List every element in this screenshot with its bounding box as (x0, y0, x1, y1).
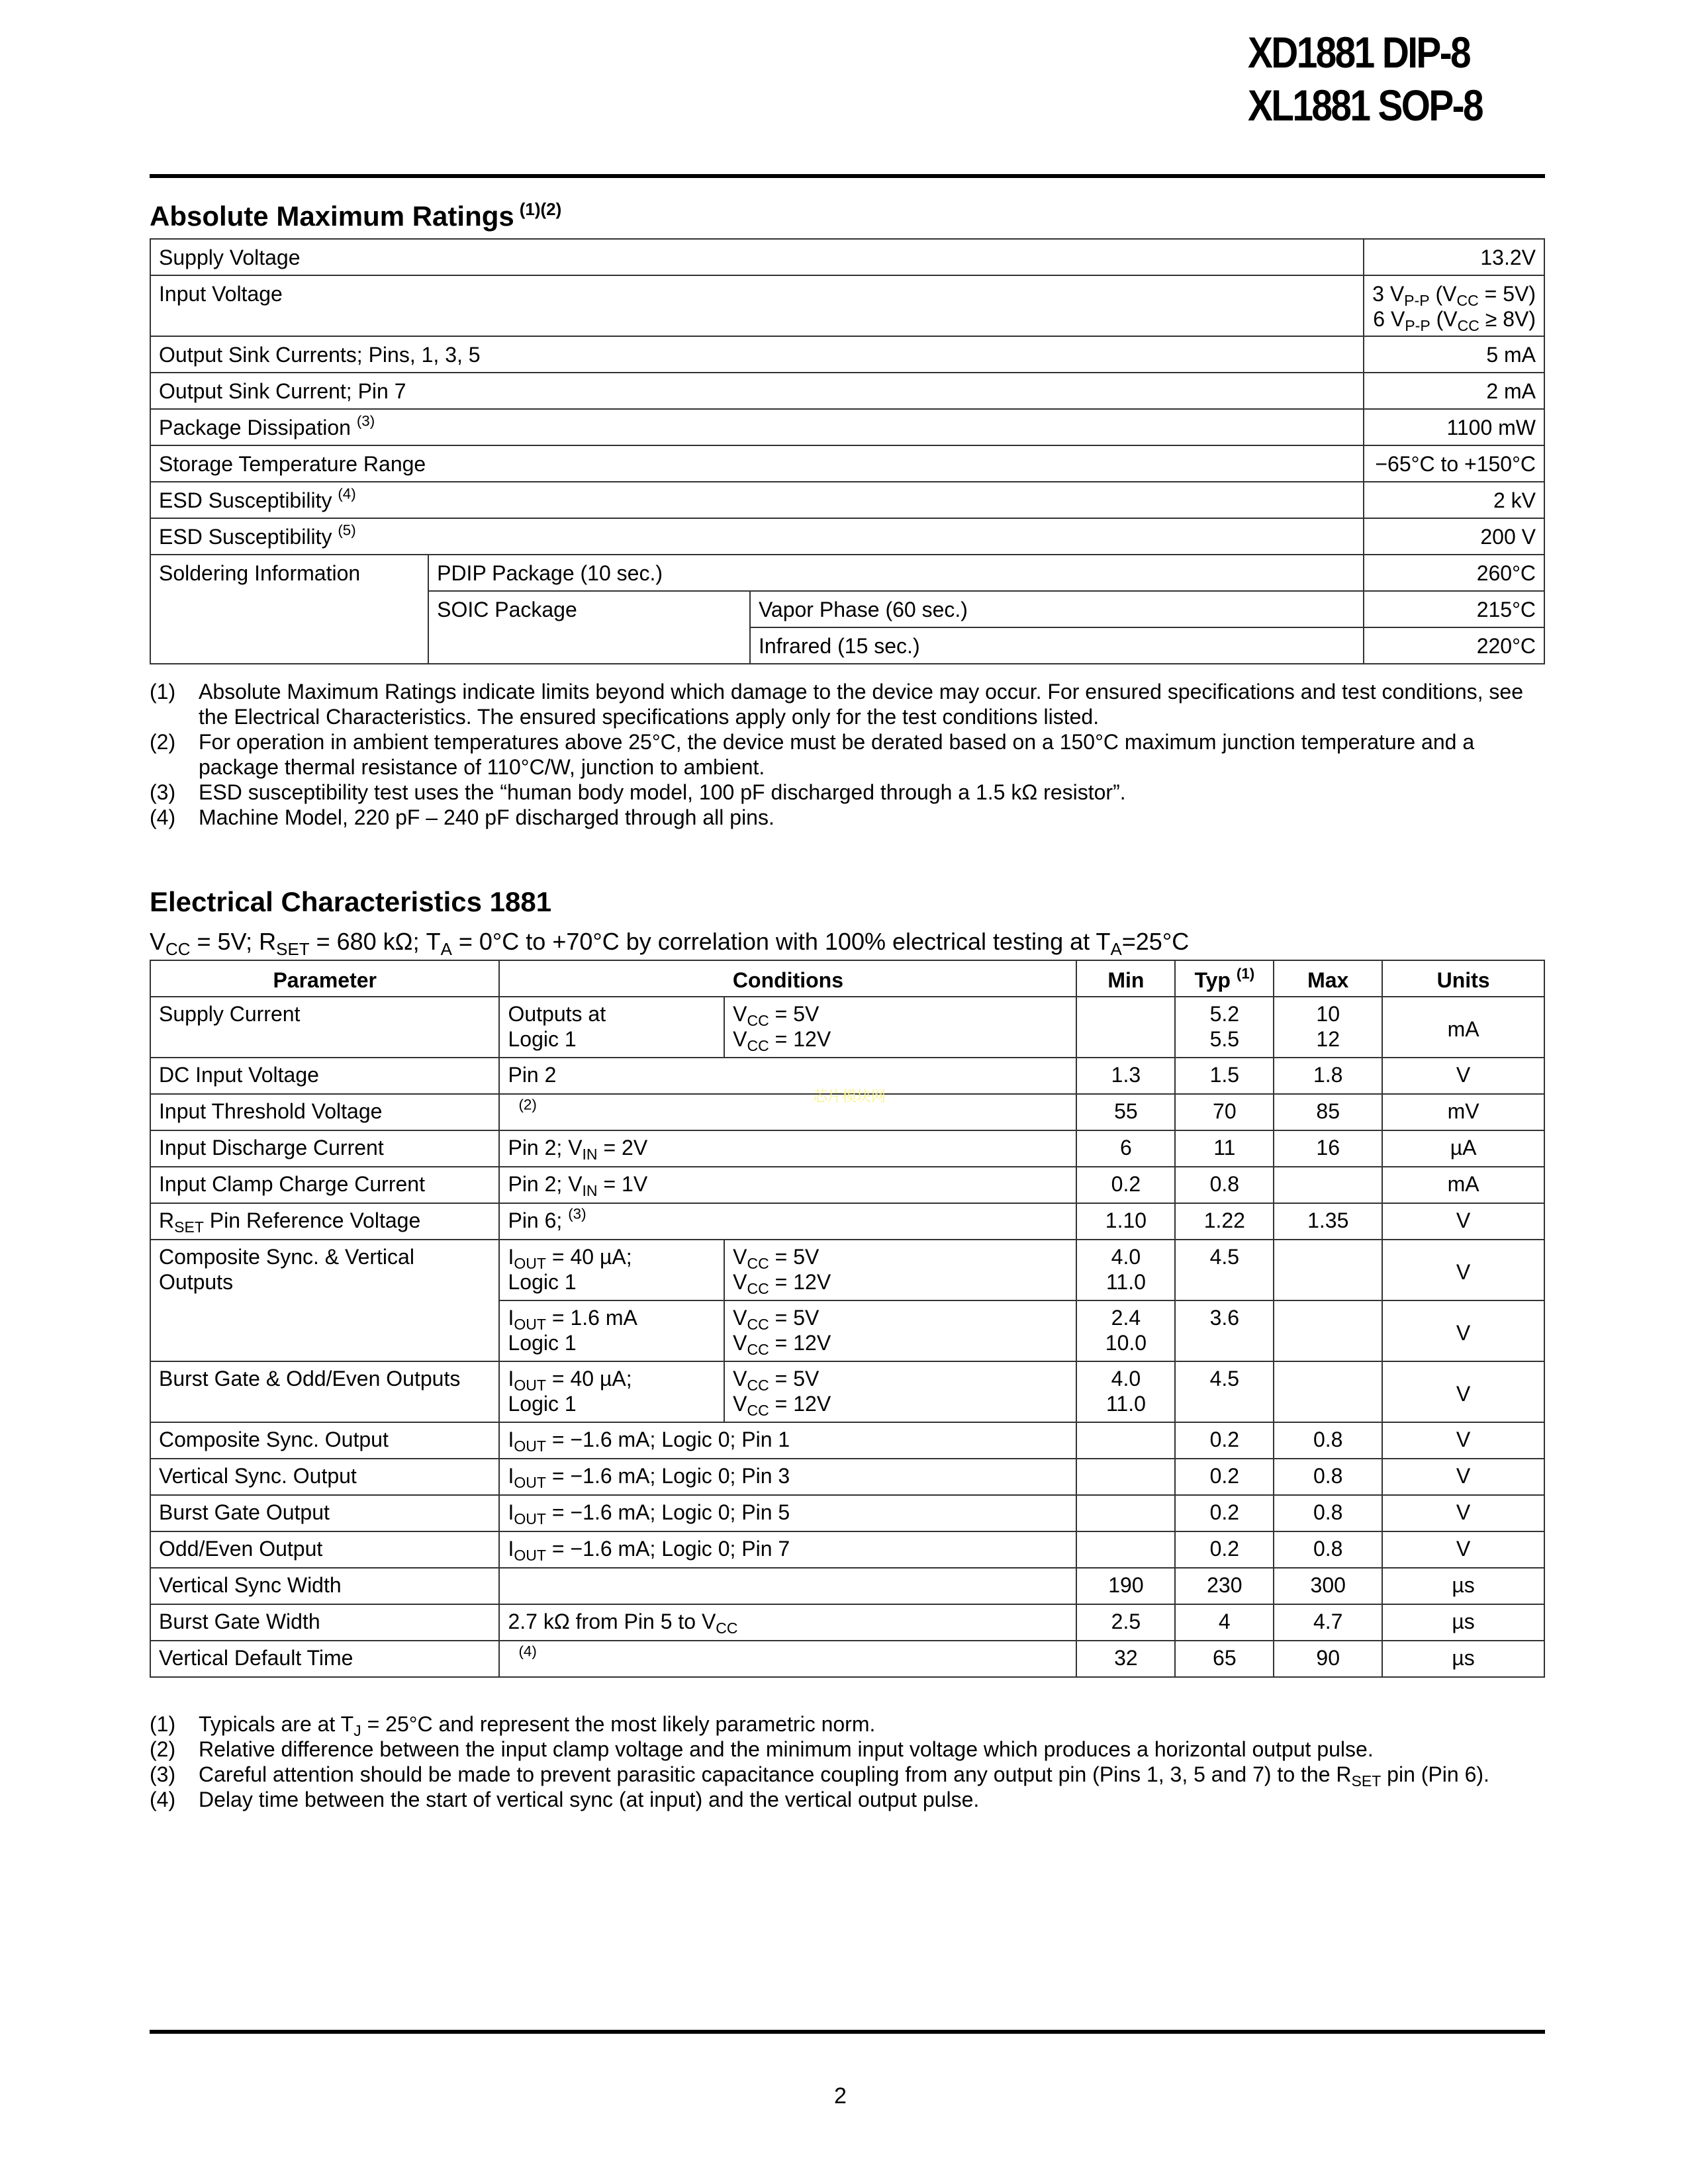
amr-title-notes: (1)(2) (519, 199, 562, 219)
max: 300 (1274, 1568, 1382, 1604)
cond: $I_{OUT} = -1.6$ mA; Logic 0; Pin 7 (499, 1531, 1076, 1568)
typ: 4.5 (1175, 1240, 1274, 1300)
min (1076, 1422, 1175, 1459)
units: V (1382, 1531, 1544, 1568)
footnote: (4) Machine Model, 220 pF – 240 pF discharged through all pins. (150, 805, 774, 829)
amr-label: ESD Susceptibility $^{(4)}$ (150, 482, 1364, 518)
soldering-label: Soldering Information (150, 555, 428, 664)
max: 0.8 (1274, 1459, 1382, 1495)
cond: $I_{OUT} = -1.6$ mA; Logic 0; Pin 1 (499, 1422, 1076, 1459)
units: mA (1382, 1167, 1544, 1203)
table-row (150, 1531, 1544, 1568)
cond-b: $V_{CC} = 5V$ $V_{CC} = 12V$ (724, 1300, 1076, 1361)
units: V (1382, 1495, 1544, 1531)
max: 0.8 (1274, 1422, 1382, 1459)
param: Odd/Even Output (150, 1531, 499, 1568)
amr-label: Input Voltage (150, 275, 1364, 336)
max: 0.8 (1274, 1531, 1382, 1568)
min: 2.4 10.0 (1076, 1300, 1175, 1361)
param: Vertical Sync Width (150, 1568, 499, 1604)
param: Supply Current (150, 997, 499, 1058)
col-parameter: Parameter (150, 960, 499, 997)
cond-a: $I_{OUT} = 1.6$ mA Logic 1 (499, 1300, 724, 1361)
part-title-dip: XD1881 DIP-8 (1248, 28, 1470, 77)
typ: 1.5 (1175, 1058, 1274, 1094)
cond-a: Outputs at Logic 1 (499, 997, 724, 1058)
table-row (150, 336, 1544, 373)
amr-value: 3 $V_{P-P}$ $(V_{CC} = 5V)$ 6 $V_{P-P}$ $(V_{CC} \ge 8V)$ (1364, 275, 1544, 336)
amr-label: Supply Voltage (150, 239, 1364, 275)
table-row (150, 555, 1544, 591)
table-row (150, 409, 1544, 445)
max (1274, 1300, 1382, 1361)
units: V (1382, 1459, 1544, 1495)
param: Input Clamp Charge Current (150, 1167, 499, 1203)
min: 2.5 (1076, 1604, 1175, 1641)
typ: 0.2 (1175, 1495, 1274, 1531)
table-row (150, 518, 1544, 555)
units: V (1382, 1422, 1544, 1459)
units: µA (1382, 1130, 1544, 1167)
max: 4.7 (1274, 1604, 1382, 1641)
amr-value: 200 V (1364, 518, 1544, 555)
max: 0.8 (1274, 1495, 1382, 1531)
table-row (150, 1361, 1544, 1422)
ec-test-conditions: $V_{CC} = 5V$; $R_{SET} = 680$ kΩ; $T_A = 0^\circ C$ to +70°C by correlation with 100% electrical testing at $T_A=25^\circ C$ (150, 928, 1190, 959)
cond-b: $V_{CC} = 5V$ $V_{CC} = 12V$ (724, 1361, 1076, 1422)
footnote: (2) For operation in ambient temperatures above 25°C, the device must be derated based on a 150°C maximum junction temperature and a package thermal resistance of 110°C/W, junction to ambient. (150, 730, 1475, 779)
typ: 11 (1175, 1130, 1274, 1167)
typ: 4 (1175, 1604, 1274, 1641)
table-row (150, 1203, 1544, 1240)
units: µs (1382, 1568, 1544, 1604)
min: 32 (1076, 1641, 1175, 1677)
units: µs (1382, 1641, 1544, 1677)
min: 0.2 (1076, 1167, 1175, 1203)
amr-title-text: Absolute Maximum Ratings (150, 201, 514, 232)
table-row (150, 1641, 1544, 1677)
param: Vertical Sync. Output (150, 1459, 499, 1495)
typ: 1.22 (1175, 1203, 1274, 1240)
typ: 0.2 (1175, 1459, 1274, 1495)
table-row (150, 275, 1544, 336)
param: $R_{SET}$ Pin Reference Voltage (150, 1203, 499, 1240)
max: 10 12 (1274, 997, 1382, 1058)
max (1274, 1167, 1382, 1203)
typ: 0.2 (1175, 1422, 1274, 1459)
watermark: 芯片模块网 (813, 1088, 886, 1105)
param: DC Input Voltage (150, 1058, 499, 1094)
amr-value: 13.2V (1364, 239, 1544, 275)
units: V (1382, 1240, 1544, 1300)
cond (499, 1568, 1076, 1604)
min (1076, 997, 1175, 1058)
min: 4.0 11.0 (1076, 1361, 1175, 1422)
ec-title: Electrical Characteristics 1881 (150, 886, 552, 917)
vapor-phase-value: 215°C (1364, 591, 1544, 627)
col-min: Min (1076, 960, 1175, 997)
amr-label: Package Dissipation $^{(3)}$ (150, 409, 1364, 445)
table-header-row (150, 960, 1544, 997)
min: 4.0 11.0 (1076, 1240, 1175, 1300)
max: 85 (1274, 1094, 1382, 1130)
amr-label: Output Sink Currents; Pins, 1, 3, 5 (150, 336, 1364, 373)
cond: $I_{OUT} = -1.6$ mA; Logic 0; Pin 5 (499, 1495, 1076, 1531)
param: Burst Gate Output (150, 1495, 499, 1531)
param: Burst Gate Width (150, 1604, 499, 1641)
min: 1.3 (1076, 1058, 1175, 1094)
units: µs (1382, 1604, 1544, 1641)
header-rule (150, 174, 1545, 178)
typ: 70 (1175, 1094, 1274, 1130)
max (1274, 1361, 1382, 1422)
table-row (150, 997, 1544, 1058)
units: V (1382, 1300, 1544, 1361)
min: 6 (1076, 1130, 1175, 1167)
amr-footnotes (150, 679, 1545, 830)
footnote: (1) Typicals are at $T_J = 25^\circ C$ and represent the most likely parametric norm. (150, 1712, 876, 1739)
soic-label: SOIC Package (428, 591, 750, 664)
cond-a: $I_{OUT} = 40$ µA; Logic 1 (499, 1361, 724, 1422)
footnote: (3) ESD susceptibility test uses the “human body model, 100 pF discharged through a 1.5 kΩ resistor”. (150, 780, 1126, 804)
table-row (150, 1495, 1544, 1531)
cond: Pin 2; $V_{IN} = 1V$ (499, 1167, 1076, 1203)
cond-b: $V_{CC} = 5V$ $V_{CC} = 12V$ (724, 1240, 1076, 1300)
param: Composite Sync. & Vertical Outputs (150, 1240, 499, 1361)
cond-b: $V_{CC} = 5V$ $V_{CC} = 12V$ (724, 997, 1076, 1058)
table-row (150, 1422, 1544, 1459)
max: 16 (1274, 1130, 1382, 1167)
col-max: Max (1274, 960, 1382, 997)
footnote: (4) Delay time between the start of vertical sync (at input) and the vertical output pulse. (150, 1788, 980, 1811)
units: mA (1382, 997, 1544, 1058)
col-units: Units (1382, 960, 1544, 997)
typ: 5.2 5.5 (1175, 997, 1274, 1058)
amr-label: ESD Susceptibility $^{(5)}$ (150, 518, 1364, 555)
footnote: (3) Careful attention should be made to prevent parasitic capacitance coupling from any output pin (Pins 1, 3, 5 and 7) to the $R_{SET}$ pin (Pin 6). (150, 1762, 1489, 1790)
footnote: (2) Relative difference between the input clamp voltage and the minimum input voltage which produces a horizontal output pulse. (150, 1737, 1374, 1761)
amr-label: Output Sink Current; Pin 7 (150, 373, 1364, 409)
param: Input Threshold Voltage (150, 1094, 499, 1130)
min (1076, 1495, 1175, 1531)
max: 1.35 (1274, 1203, 1382, 1240)
absolute-maximum-ratings-table (150, 238, 1545, 664)
infrared-value: 220°C (1364, 627, 1544, 664)
table-row (150, 239, 1544, 275)
max: 90 (1274, 1641, 1382, 1677)
cond: (2) (499, 1094, 1076, 1130)
table-row (150, 1459, 1544, 1495)
cond: Pin 2 (499, 1058, 1076, 1094)
param: Burst Gate & Odd/Even Outputs (150, 1361, 499, 1422)
typ: 65 (1175, 1641, 1274, 1677)
footer-rule (150, 2030, 1545, 2034)
pdip-value: 260°C (1364, 555, 1544, 591)
max (1274, 1240, 1382, 1300)
param: Input Discharge Current (150, 1130, 499, 1167)
table-row (150, 1167, 1544, 1203)
table-row (150, 1240, 1544, 1300)
pdip-label: PDIP Package (10 sec.) (428, 555, 1364, 591)
col-conditions: Conditions (499, 960, 1076, 997)
amr-title (150, 199, 562, 232)
table-row (150, 1604, 1544, 1641)
vapor-phase-label: Vapor Phase (60 sec.) (750, 591, 1364, 627)
cond: 2.7 kΩ from Pin 5 to $V_{CC}$ (499, 1604, 1076, 1641)
cond: Pin 2; $V_{IN} = 2V$ (499, 1130, 1076, 1167)
typ: 4.5 (1175, 1361, 1274, 1422)
infrared-label: Infrared (15 sec.) (750, 627, 1364, 664)
min: 55 (1076, 1094, 1175, 1130)
table-row (150, 1568, 1544, 1604)
part-title-sop: XL1881 SOP-8 (1248, 81, 1482, 130)
units: V (1382, 1361, 1544, 1422)
cond: (4) (499, 1641, 1076, 1677)
typ: 0.2 (1175, 1531, 1274, 1568)
table-row (150, 482, 1544, 518)
page-number: 2 (834, 2083, 847, 2109)
typ: 3.6 (1175, 1300, 1274, 1361)
cond: Pin 6; $^{(3)}$ (499, 1203, 1076, 1240)
footnote: (1) Absolute Maximum Ratings indicate limits beyond which damage to the device may occur. For ensured specifications and test conditions, see the Electrical Characteristics. The ensured specifications apply only for the test conditions listed. (150, 680, 1524, 729)
table-row (150, 373, 1544, 409)
min (1076, 1459, 1175, 1495)
cond: $I_{OUT} = -1.6$ mA; Logic 0; Pin 3 (499, 1459, 1076, 1495)
amr-value: −65°C to +150°C (1364, 445, 1544, 482)
cond-a: $I_{OUT} = 40$ µA; Logic 1 (499, 1240, 724, 1300)
units: mV (1382, 1094, 1544, 1130)
table-row (150, 1130, 1544, 1167)
max: 1.8 (1274, 1058, 1382, 1094)
units: V (1382, 1203, 1544, 1240)
amr-label: Storage Temperature Range (150, 445, 1364, 482)
min: 190 (1076, 1568, 1175, 1604)
electrical-characteristics-table (150, 960, 1545, 1678)
amr-value: 2 kV (1364, 482, 1544, 518)
col-typ: Typ $^{(1)}$ (1175, 960, 1274, 997)
min: 1.10 (1076, 1203, 1175, 1240)
typ: 0.8 (1175, 1167, 1274, 1203)
param: Vertical Default Time (150, 1641, 499, 1677)
typ: 230 (1175, 1568, 1274, 1604)
param: Composite Sync. Output (150, 1422, 499, 1459)
ec-footnotes (150, 1711, 1545, 1812)
amr-value: 5 mA (1364, 336, 1544, 373)
table-row (150, 445, 1544, 482)
amr-value: 2 mA (1364, 373, 1544, 409)
min (1076, 1531, 1175, 1568)
units: V (1382, 1058, 1544, 1094)
amr-value: 1100 mW (1364, 409, 1544, 445)
